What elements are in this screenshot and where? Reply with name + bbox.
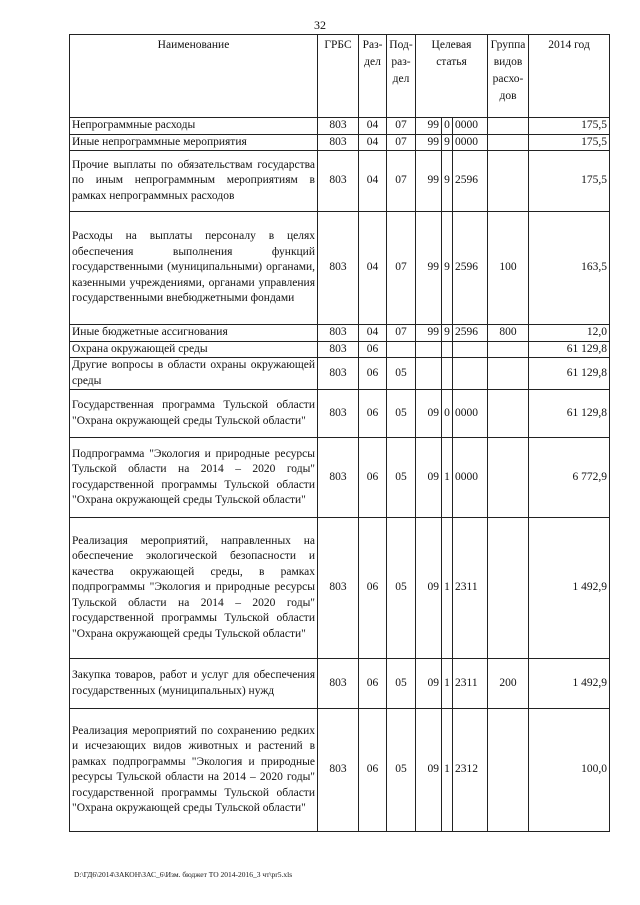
cell-cs1: 09 — [416, 518, 442, 659]
cell-rz: 06 — [359, 518, 387, 659]
cell-sum: 61 129,8 — [529, 341, 610, 358]
cell-grbs: 803 — [318, 212, 359, 325]
cell-name: Охрана окружающей среды — [70, 341, 318, 358]
cell-rz: 06 — [359, 438, 387, 518]
header-razdel: Раз-дел — [359, 35, 387, 118]
cell-cs1: 99 — [416, 118, 442, 135]
cell-cs2: 0 — [442, 118, 453, 135]
cell-pr: 07 — [387, 212, 416, 325]
header-expense-group: Группа видов расхо-дов — [488, 35, 529, 118]
table-row — [70, 118, 610, 135]
cell-cs1: 09 — [416, 659, 442, 709]
cell-cs1: 09 — [416, 709, 442, 832]
cell-cs2 — [442, 358, 453, 390]
cell-grbs: 803 — [318, 118, 359, 135]
cell-grbs: 803 — [318, 358, 359, 390]
cell-cs3: 2596 — [453, 151, 488, 212]
file-path-footer: D:\ГД6\2014\ЗАКОН\ЗАС_6\Изм. бюджет ТО 2014-2016_3 чт\pr5.xls — [74, 870, 293, 879]
cell-cs1: 99 — [416, 151, 442, 212]
cell-pr: 05 — [387, 709, 416, 832]
table-row — [70, 151, 610, 212]
cell-vr — [488, 358, 529, 390]
cell-cs3 — [453, 358, 488, 390]
header-target-article: Целевая статья — [416, 35, 488, 118]
cell-vr: 100 — [488, 212, 529, 325]
cell-name: Другие вопросы в области охраны окружающей среды — [70, 358, 318, 390]
cell-cs3: 0000 — [453, 438, 488, 518]
cell-cs3: 2596 — [453, 325, 488, 342]
cell-name: Прочие выплаты по обязательствам государства по иным непрограммным мероприятиям в рамках непрограммных расходов — [70, 151, 318, 212]
cell-rz: 04 — [359, 325, 387, 342]
cell-cs1 — [416, 341, 442, 358]
cell-cs3: 2311 — [453, 518, 488, 659]
cell-grbs: 803 — [318, 151, 359, 212]
cell-pr: 07 — [387, 151, 416, 212]
cell-cs1: 99 — [416, 134, 442, 151]
table-row — [70, 212, 610, 325]
cell-cs2: 0 — [442, 390, 453, 438]
cell-name: Непрограммные расходы — [70, 118, 318, 135]
cell-grbs: 803 — [318, 134, 359, 151]
cell-rz: 06 — [359, 659, 387, 709]
table-row — [70, 438, 610, 518]
cell-cs3: 2311 — [453, 659, 488, 709]
cell-cs2 — [442, 341, 453, 358]
cell-cs2: 9 — [442, 212, 453, 325]
cell-cs3: 2312 — [453, 709, 488, 832]
cell-rz: 04 — [359, 118, 387, 135]
cell-sum: 163,5 — [529, 212, 610, 325]
cell-vr: 800 — [488, 325, 529, 342]
cell-cs3: 0000 — [453, 118, 488, 135]
cell-cs1 — [416, 358, 442, 390]
header-year-2014: 2014 год — [529, 35, 610, 118]
page-number: 32 — [314, 18, 326, 32]
cell-cs2: 1 — [442, 659, 453, 709]
cell-sum: 1 492,9 — [529, 518, 610, 659]
cell-cs2: 1 — [442, 709, 453, 832]
cell-cs1: 09 — [416, 438, 442, 518]
cell-sum: 175,5 — [529, 134, 610, 151]
cell-grbs: 803 — [318, 438, 359, 518]
cell-grbs: 803 — [318, 325, 359, 342]
cell-pr: 07 — [387, 118, 416, 135]
cell-grbs: 803 — [318, 709, 359, 832]
cell-sum: 61 129,8 — [529, 358, 610, 390]
cell-cs1: 09 — [416, 390, 442, 438]
cell-name: Иные непрограммные мероприятия — [70, 134, 318, 151]
header-grbs: ГРБС — [318, 35, 359, 118]
cell-pr — [387, 341, 416, 358]
header-podrazdel: Под-раз-дел — [387, 35, 416, 118]
cell-vr — [488, 118, 529, 135]
cell-cs2: 9 — [442, 151, 453, 212]
cell-rz: 04 — [359, 212, 387, 325]
cell-sum: 175,5 — [529, 118, 610, 135]
cell-cs1: 99 — [416, 212, 442, 325]
cell-name: Реализация мероприятий, направленных на обеспечение экологической безопасности и качества окружающей среды, в рамках подпрограммы "Экология и природные ресурсы Тульской области на 2014 – 2020 годы" государственной программы Тульской области "Охрана окружающей среды Тульской области" — [70, 518, 318, 659]
cell-pr: 05 — [387, 390, 416, 438]
cell-name: Расходы на выплаты персоналу в целях обеспечения выполнения функций государственными (муниципальными) органами, казенными учреждениями, органами управления государственными внебюджетными фондами — [70, 212, 318, 325]
cell-rz: 06 — [359, 709, 387, 832]
cell-grbs: 803 — [318, 659, 359, 709]
cell-name: Иные бюджетные ассигнования — [70, 325, 318, 342]
cell-vr — [488, 390, 529, 438]
cell-rz: 06 — [359, 390, 387, 438]
cell-name: Подпрограмма "Экология и природные ресурсы Тульской области на 2014 – 2020 годы" государственной программы Тульской области "Охрана окружающей среды Тульской области" — [70, 438, 318, 518]
table-row — [70, 659, 610, 709]
cell-vr — [488, 709, 529, 832]
table-row — [70, 709, 610, 832]
cell-sum: 6 772,9 — [529, 438, 610, 518]
cell-cs3: 0000 — [453, 390, 488, 438]
table-header-row — [70, 35, 610, 118]
header-name: Наименование — [70, 35, 318, 118]
cell-cs3: 2596 — [453, 212, 488, 325]
table-row — [70, 518, 610, 659]
table-row — [70, 341, 610, 358]
cell-cs2: 1 — [442, 438, 453, 518]
cell-rz: 06 — [359, 341, 387, 358]
cell-sum: 100,0 — [529, 709, 610, 832]
cell-cs1: 99 — [416, 325, 442, 342]
cell-name: Закупка товаров, работ и услуг для обеспечения государственных (муниципальных) нужд — [70, 659, 318, 709]
cell-vr — [488, 341, 529, 358]
cell-cs2: 9 — [442, 325, 453, 342]
cell-cs2: 1 — [442, 518, 453, 659]
cell-grbs: 803 — [318, 390, 359, 438]
cell-pr: 05 — [387, 438, 416, 518]
cell-pr: 05 — [387, 358, 416, 390]
cell-sum: 61 129,8 — [529, 390, 610, 438]
cell-grbs: 803 — [318, 518, 359, 659]
cell-vr — [488, 518, 529, 659]
cell-cs3: 0000 — [453, 134, 488, 151]
cell-cs2: 9 — [442, 134, 453, 151]
cell-cs3 — [453, 341, 488, 358]
cell-sum: 175,5 — [529, 151, 610, 212]
cell-pr: 05 — [387, 518, 416, 659]
cell-name: Реализация мероприятий по сохранению редких и исчезающих видов животных и растений в рамках подпрограммы "Экология и природные ресурсы Тульской области на 2014 – 2020 годы" государственной программы Тульской области "Охрана окружающей среды Тульской области" — [70, 709, 318, 832]
cell-rz: 06 — [359, 358, 387, 390]
table-row — [70, 134, 610, 151]
cell-vr — [488, 134, 529, 151]
cell-pr: 07 — [387, 134, 416, 151]
cell-name: Государственная программа Тульской области "Охрана окружающей среды Тульской области" — [70, 390, 318, 438]
table-row — [70, 325, 610, 342]
cell-vr — [488, 438, 529, 518]
cell-vr — [488, 151, 529, 212]
table-row — [70, 390, 610, 438]
cell-sum: 12,0 — [529, 325, 610, 342]
budget-table — [69, 34, 610, 832]
cell-sum: 1 492,9 — [529, 659, 610, 709]
cell-vr: 200 — [488, 659, 529, 709]
table-row — [70, 358, 610, 390]
cell-rz: 04 — [359, 151, 387, 212]
cell-grbs: 803 — [318, 341, 359, 358]
cell-pr: 05 — [387, 659, 416, 709]
cell-pr: 07 — [387, 325, 416, 342]
cell-rz: 04 — [359, 134, 387, 151]
